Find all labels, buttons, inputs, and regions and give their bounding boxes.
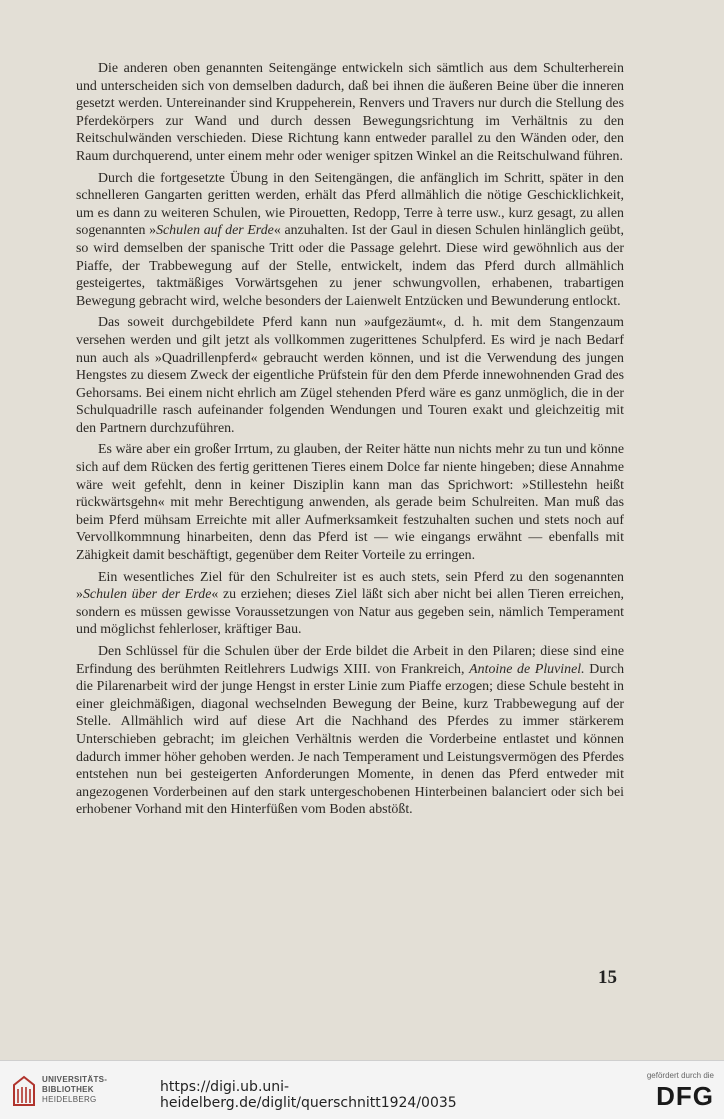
funder-block[interactable] bbox=[647, 1071, 714, 1110]
italic-term: Schulen auf der Erde bbox=[156, 223, 274, 239]
page-number: 15 bbox=[598, 967, 617, 988]
university-library-logo-icon[interactable] bbox=[10, 1075, 38, 1107]
permalink[interactable]: https://digi.ub.uni-heidelberg.de/diglit/querschnitt1924/0035 bbox=[160, 1079, 457, 1111]
funder-label: gefördert durch die bbox=[646, 1071, 714, 1080]
paragraph-1: Die anderen oben genannten Seitengänge entwickeln sich sämtlich aus dem Schulterherein und unterscheiden sich von demselben dadurch, daß bei ihnen die äußeren Beine über die inneren gesetzt werden. Untereinander sind Kruppeherein, Renvers und Travers nur durch die Stellung des Pferdekörpers zur Wand und durch dessen Bewegungsrichtung im Verhältnis zu den Reitschulwänden verschieden. Diese Richtung kann entweder parallel zu den Wänden oder, den Raum durchquerend, unter einem mehr oder weniger spitzen Winkel an die Reitschulwand führen. bbox=[76, 61, 624, 164]
library-name[interactable]: UNIVERSITÄTS- BIBLIOTHEK HEIDELBERG bbox=[42, 1075, 108, 1104]
paragraph-5: Ein wesentliches Ziel für den Schulreiter ist es auch stets, sein Pferd zu den sogenannten »Schulen über der Erde« zu erziehen; dieses Ziel läßt sich aber nicht bei allen Tieren erreichen, sondern es müssen gewisse Voraussetzungen von Natur aus gegeben sein, nämlich Temperament und möglichst fehlerloser, kräftiger Bau. bbox=[76, 569, 624, 638]
italic-term: Schulen über der Erde bbox=[82, 587, 212, 603]
paragraph-3: Das soweit durchgebildete Pferd kann nun »aufgezäumt«, d. h. mit dem Stangenzaum versehen werden und gilt jetzt als vollkommen zugerittenes Schulpferd. Es wird je nach Bedarf nun auch als »Quadrillenpferd« gebraucht werden können, und ist die Verwendung des jungen Hengstes zu diesem Zweck der eigentliche Prüfstein für den dem Pferde innewohnenden Grad des Gehorsams. Bei einem nicht ehrlich am Zügel stehenden Pferd wäre es ganz unmöglich, die in der Schulquadrille rasch aufeinander folgenden Wendungen und Touren exakt und gleichzeitig mit den Partnern durchzuführen. bbox=[76, 315, 624, 436]
paragraph-4: Es wäre aber ein großer Irrtum, zu glauben, der Reiter hätte nun nichts mehr zu tun und könne sich auf dem Rücken des fertig gerittenen Tieres einem Dolce far niente hingeben; diese Annahme wäre weit gefehlt, denn in keiner Disziplin kann man das Sprichwort: »Stillestehn heißt rückwärtsgehn« mit mehr Berechtigung anwenden, als gerade beim Schulreiten. Man muß das beim Pferd mühsam Erreichte mit aller Aufmerksamkeit festzuhalten suchen und stets noch auf Vervollkommnung hinarbeiten, denn das Pferd ist — wie eingangs erwähnt — ebenfalls mit Zähigkeit damit beschäftigt, gegenüber dem Reiter Vorteile zu erringen. bbox=[76, 442, 624, 564]
dfg-logo: DFG bbox=[656, 1081, 714, 1111]
paragraph-2: Durch die fortgesetzte Übung in den Seitengängen, die anfänglich im Schritt, später in den schnelleren Gangarten geritten werden, erhält das Pferd allmählich die nötige Geschicklichkeit, um es dann zu weiteren Schulen, wie Pirouetten, Redopp, Terre à terre usw., kurz gesagt, zu allen sogenannten »Schulen auf der Erde« anzuhalten. Ist der Gaul in diesen Schulen hinlänglich geübt, so wird demselben der spanische Tritt oder die Passage gelehrt. Diese wird gewöhnlich aus der Piaffe, der Trabbewegung auf der Stelle, entwickelt, indem das Pferd durch allmählich gesteigertes, taktmäßiges Vorwärtsgehen zu jener schwungvollen, erhabenen, trabartigen Bewegung gebracht wird, welche besonders der Laienwelt Entzücken und Bewunderung entlockt. bbox=[76, 170, 624, 309]
body-text bbox=[76, 60, 624, 823]
viewer-footer bbox=[0, 1060, 724, 1119]
italic-name: Antoine de Pluvinel. bbox=[469, 661, 585, 677]
paragraph-6: Den Schlüssel für die Schulen über der Erde bildet die Arbeit in den Pilaren; diese sind eine Erfindung des berühmten Reitlehrers Ludwigs XIII. von Frankreich, Antoine de Pluvinel. Durch die Pilarenarbeit wird der junge Hengst in erster Linie zum Piaffe erzogen; diese Schule besteht in einer gleichmäßigen, diagonal wechselnden Bewegung der Beine, kurz Trabbewegung auf der Stelle. Allmählich wird auf diese Art die Nachhand des Pferdes zu immer stärkerem Unterschieben gebracht; im gleichen Verhältnis werden die Vorderbeine entlastet und können dadurch immer höher gehoben werden. Je nach Temperament und Leistungsvermögen des Pferdes entstehen nun bei gesteigerten Anforderungen Momente, in denen das Pferd entweder mit angezogenen Vorderbeinen auf den stark untergeschobenen Hinterbeinen balanciert oder sich bei erhobener Vorhand mit den Hinterfüßen vom Boden abstößt. bbox=[76, 644, 625, 818]
